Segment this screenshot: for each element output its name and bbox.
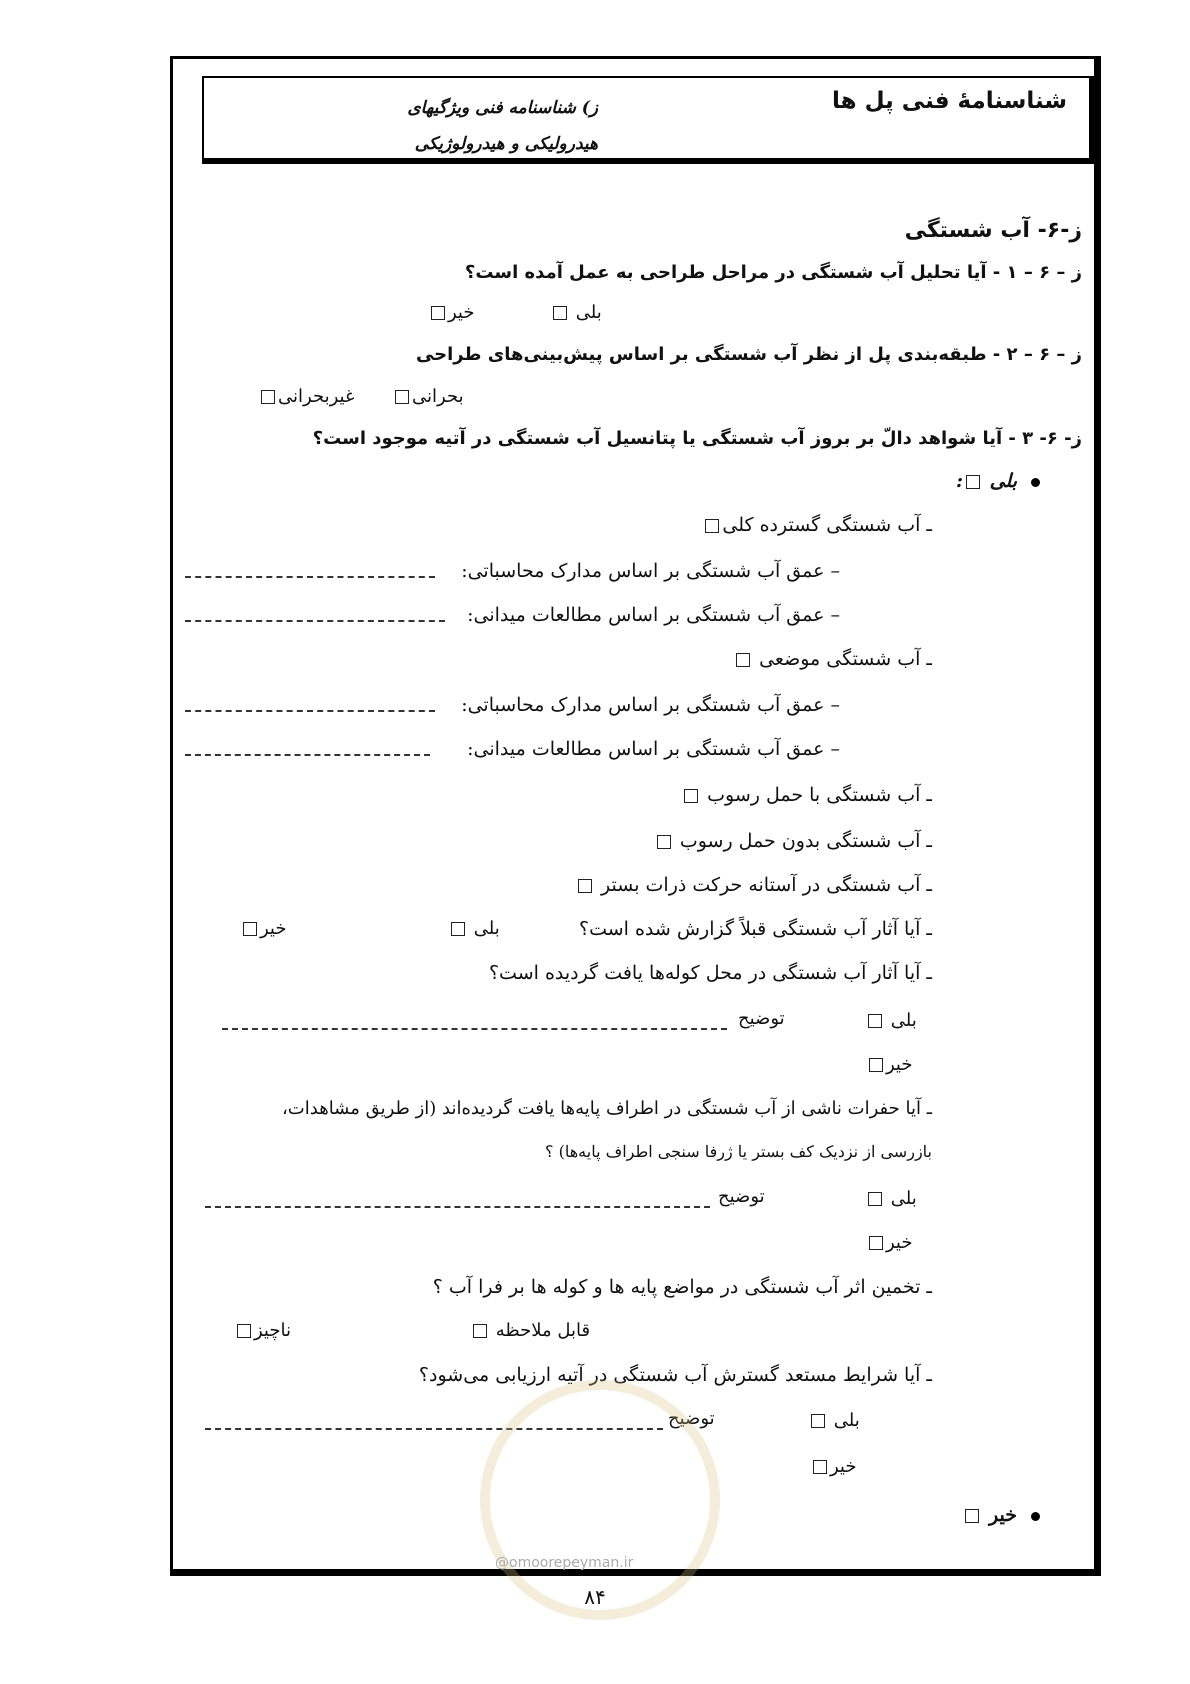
- reported-no-label: خیر: [260, 918, 287, 939]
- no-bullet: [962, 1504, 1040, 1526]
- culverts-explain-label: توضیح: [738, 1008, 785, 1029]
- conditions-yes-option[interactable]: [808, 1410, 860, 1431]
- conditions-explain-label: توضیح: [668, 1408, 715, 1429]
- conditions-label: آیا شرایط مستعد گسترش آب شستگی در آتیه ارزیابی می‌شود؟: [418, 1364, 921, 1386]
- reported-question: ـ آیا آثار آب شستگی قبلاً گزارش شده است؟: [579, 918, 932, 940]
- general-depth-calc-field[interactable]: [185, 576, 435, 578]
- section-header: [218, 90, 598, 162]
- holes-no-checkbox[interactable]: [869, 1236, 883, 1250]
- threshold-label: آب شستگی در آستانه حرکت ذرات بستر: [601, 874, 921, 896]
- section-title: ز-۶- آب شستگی: [904, 218, 1082, 243]
- holes-yes-label: بلی: [890, 1188, 917, 1209]
- holes-label-1: آیا حفرات ناشی از آب شستگی در اطراف پایه‌ها یافت گردیده‌اند (از طریق مشاهدات،: [282, 1098, 921, 1119]
- section-header-line1: ز) شناسنامه فنی ویژگیهای: [407, 98, 598, 118]
- significant-checkbox[interactable]: [473, 1324, 487, 1338]
- holes-yes-option[interactable]: [865, 1188, 917, 1209]
- general-scour-checkbox[interactable]: [705, 519, 719, 533]
- threshold-item: ـ آب شستگی در آستانه حرکت ذرات بستر: [575, 874, 932, 896]
- conditions-no-option[interactable]: [810, 1456, 857, 1477]
- section-header-line2: هیدرولیکی و هیدرولوژیکی: [414, 134, 598, 154]
- q2-noncritical-option[interactable]: [258, 386, 354, 407]
- question-1: ز – ۶ – ۱ - آیا تحلیل آب شستگی در مراحل طراحی به عمل آمده است؟: [464, 262, 1082, 283]
- without-sediment-item: ـ آب شستگی بدون حمل رسوب: [654, 830, 932, 852]
- holes-question-line2: بازرسی از نزدیک کف بستر یا ژرفا سنجی اطراف پایه‌ها) ؟: [545, 1142, 932, 1161]
- with-sediment-item: ـ آب شستگی با حمل رسوب: [681, 784, 932, 806]
- q1-yes-option[interactable]: [550, 302, 602, 323]
- reported-no-checkbox[interactable]: [243, 922, 257, 936]
- holes-no-label: خیر: [886, 1232, 913, 1253]
- conditions-yes-checkbox[interactable]: [811, 1414, 825, 1428]
- general-scour-label: آب شستگی گسترده کلی: [722, 514, 921, 536]
- local-scour-label: آب شستگی موضعی: [759, 648, 921, 670]
- significant-option[interactable]: [470, 1320, 590, 1341]
- question-2: ز – ۶ – ۲ - طبقه‌بندی پل از نظر آب شستگی بر اساس پیش‌بینی‌های طراحی: [415, 344, 1082, 365]
- culverts-yes-option[interactable]: [865, 1010, 917, 1031]
- culverts-yes-label: بلی: [890, 1010, 917, 1031]
- estimate-question: ـ تخمین اثر آب شستگی در مواضع پایه ها و کوله ها بر فرا آب ؟: [432, 1276, 932, 1298]
- general-scour-item: ـ آب شستگی گسترده کلی: [702, 514, 932, 536]
- yes-bullet-checkbox[interactable]: [966, 475, 980, 489]
- reported-yes-label: بلی: [473, 918, 500, 939]
- significant-label: قابل ملاحظه: [495, 1320, 591, 1341]
- general-depth-calc-label: عمق آب شستگی بر اساس مدارک محاسباتی:: [461, 560, 825, 582]
- bullet-icon: [1031, 478, 1040, 487]
- conditions-question: ـ آیا شرایط مستعد گسترش آب شستگی در آتیه ارزیابی می‌شود؟: [418, 1364, 932, 1386]
- holes-explain-field[interactable]: [205, 1206, 710, 1208]
- culverts-no-checkbox[interactable]: [869, 1058, 883, 1072]
- reported-yes-option[interactable]: [448, 918, 500, 939]
- negligible-checkbox[interactable]: [237, 1324, 251, 1338]
- no-bullet-checkbox[interactable]: [965, 1509, 979, 1523]
- reported-label: آیا آثار آب شستگی قبلاً گزارش شده است؟: [579, 918, 921, 940]
- yes-bullet-label: بلی: [989, 470, 1017, 492]
- holes-explain-label: توضیح: [718, 1186, 765, 1207]
- page-header: [202, 76, 1095, 164]
- bullet-icon: [1031, 1512, 1040, 1521]
- yes-bullet: بلی :: [956, 470, 1040, 492]
- local-depth-field-label: عمق آب شستگی بر اساس مطالعات میدانی:: [467, 738, 825, 760]
- holes-no-option[interactable]: [866, 1232, 913, 1253]
- no-bullet-label: خیر: [989, 1504, 1017, 1526]
- negligible-option[interactable]: [234, 1320, 291, 1341]
- reported-no-option[interactable]: [240, 918, 287, 939]
- holes-yes-checkbox[interactable]: [868, 1192, 882, 1206]
- culverts-explain-field[interactable]: [222, 1028, 727, 1030]
- document-title: شناسنامهٔ فنی پل ها: [832, 88, 1067, 114]
- watermark-seal-icon: [480, 1380, 720, 1620]
- page-number: ۸۴: [584, 1585, 606, 1609]
- local-depth-calc-label: عمق آب شستگی بر اساس مدارک محاسباتی:: [461, 694, 825, 716]
- q1-no-option[interactable]: [428, 302, 475, 323]
- conditions-no-checkbox[interactable]: [813, 1460, 827, 1474]
- local-depth-field: – عمق آب شستگی بر اساس مطالعات میدانی:: [467, 738, 840, 760]
- local-depth-field-field[interactable]: [185, 754, 430, 756]
- without-sediment-label: آب شستگی بدون حمل رسوب: [679, 830, 921, 852]
- holes-question-line1: ـ آیا حفرات ناشی از آب شستگی در اطراف پایه‌ها یافت گردیده‌اند (از طریق مشاهدات،: [282, 1098, 932, 1119]
- page-frame: [170, 56, 1101, 1576]
- with-sediment-label: آب شستگی با حمل رسوب: [707, 784, 921, 806]
- general-depth-field-field[interactable]: [185, 620, 445, 622]
- question-3: ز- ۶- ۳ - آیا شواهد دالّ بر بروز آب شستگی یا پتانسیل آب شستگی در آتیه موجود است؟: [312, 428, 1082, 449]
- general-depth-calc: – عمق آب شستگی بر اساس مدارک محاسباتی:: [461, 560, 840, 582]
- q2-critical-label: بحرانی: [412, 386, 464, 407]
- without-sediment-checkbox[interactable]: [657, 835, 671, 849]
- reported-yes-checkbox[interactable]: [451, 922, 465, 936]
- culverts-yes-checkbox[interactable]: [868, 1014, 882, 1028]
- q2-noncritical-checkbox[interactable]: [261, 390, 275, 404]
- conditions-yes-label: بلی: [833, 1410, 860, 1431]
- q1-yes-label: بلی: [575, 302, 602, 323]
- q1-yes-checkbox[interactable]: [553, 306, 567, 320]
- q2-critical-checkbox[interactable]: [395, 390, 409, 404]
- culverts-no-label: خیر: [886, 1054, 913, 1075]
- negligible-label: ناچیز: [254, 1320, 291, 1341]
- q2-critical-option[interactable]: [392, 386, 464, 407]
- local-scour-item: ـ آب شستگی موضعی: [733, 648, 932, 670]
- culverts-no-option[interactable]: [866, 1054, 913, 1075]
- threshold-checkbox[interactable]: [578, 879, 592, 893]
- conditions-no-label: خیر: [830, 1456, 857, 1477]
- local-scour-checkbox[interactable]: [736, 653, 750, 667]
- local-depth-calc: – عمق آب شستگی بر اساس مدارک محاسباتی:: [461, 694, 840, 716]
- watermark-text: @omoorepeyman.ir: [495, 1555, 634, 1571]
- q1-no-checkbox[interactable]: [431, 306, 445, 320]
- local-depth-calc-field[interactable]: [185, 710, 435, 712]
- q1-no-label: خیر: [448, 302, 475, 323]
- culverts-question: ـ آیا آثار آب شستگی در محل کوله‌ها یافت گردیده است؟: [488, 962, 932, 984]
- general-depth-field: – عمق آب شستگی بر اساس مطالعات میدانی:: [467, 604, 840, 626]
- estimate-label: تخمین اثر آب شستگی در مواضع پایه ها و کوله ها بر فرا آب ؟: [432, 1276, 921, 1298]
- general-depth-field-label: عمق آب شستگی بر اساس مطالعات میدانی:: [467, 604, 825, 626]
- q2-noncritical-label: غیربحرانی: [278, 386, 355, 407]
- with-sediment-checkbox[interactable]: [684, 789, 698, 803]
- culverts-label: آیا آثار آب شستگی در محل کوله‌ها یافت گردیده است؟: [488, 962, 921, 984]
